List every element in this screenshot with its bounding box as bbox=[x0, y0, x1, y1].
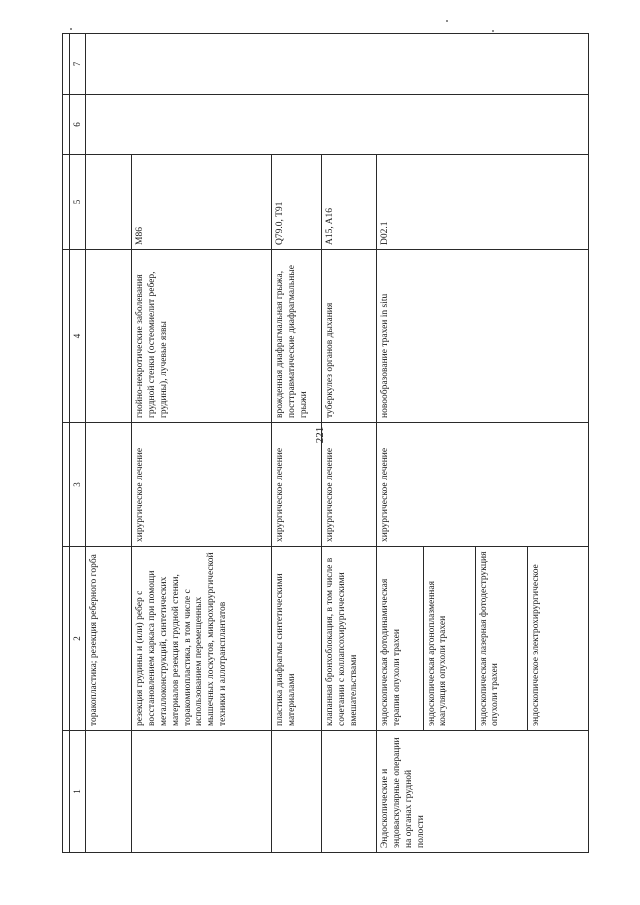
table-row bbox=[377, 34, 589, 853]
cell-condition: врожденная диафрагмальная грыжа, посттравматические диафрагмальные грыжи bbox=[272, 250, 322, 423]
procedures-table bbox=[62, 33, 589, 853]
table-row bbox=[86, 34, 132, 853]
gap-cell bbox=[63, 95, 70, 155]
header-cell-5: 5 bbox=[70, 155, 86, 250]
cell-condition: гнойно-некротические заболевания грудной стенки (остеомиелит ребер, грудины), лучевые язвы bbox=[132, 250, 272, 423]
cell-code: M86 bbox=[132, 155, 272, 250]
cell-method: торакопластика; резекция реберного горба bbox=[86, 547, 132, 731]
header-cell-6: 6 bbox=[70, 95, 86, 155]
page-number: 221 bbox=[314, 426, 326, 444]
method-item: эндоскопическая фотодинамическая терапия опухоли трахеи bbox=[377, 547, 423, 730]
cell-code: Q79.0, T91 bbox=[272, 155, 322, 250]
table-row bbox=[272, 34, 322, 853]
cell-condition: туберкулез органов дыхания bbox=[322, 250, 377, 423]
cell-code: D02.1 bbox=[377, 155, 589, 250]
methods-subtable bbox=[377, 547, 588, 730]
header-cell-4: 4 bbox=[70, 250, 86, 423]
cell-empty bbox=[86, 95, 589, 155]
cell-empty bbox=[86, 731, 132, 853]
gap-cell bbox=[63, 731, 70, 853]
cell-code: A15, A16 bbox=[322, 155, 377, 250]
method-item: эндоскопическая лазерная фотодеструкция опухоли трахеи bbox=[475, 547, 527, 730]
gap-cell bbox=[63, 155, 70, 250]
header-cell-1: 1 bbox=[70, 731, 86, 853]
cell-operation-group: Эндоскопические и эндоваскулярные операции на органах грудной полости bbox=[377, 731, 589, 853]
scan-speck bbox=[70, 28, 72, 30]
cell-treatment: хирургическое лечение bbox=[132, 423, 272, 547]
rotated-page-content bbox=[62, 34, 587, 853]
gap-cell bbox=[63, 423, 70, 547]
cell-empty bbox=[322, 731, 377, 853]
cell-method: клапанная бронхоблокация, в том числе в сочетании с коллапсохирургическими вмешательствами bbox=[322, 547, 377, 731]
cell-empty bbox=[86, 423, 132, 547]
cell-treatment: хирургическое лечение bbox=[322, 423, 377, 547]
cell-condition: новообразование трахеи in situ bbox=[377, 250, 589, 423]
gap-cell bbox=[63, 34, 70, 95]
header-cell-3: 3 bbox=[70, 423, 86, 547]
gap-cell bbox=[63, 547, 70, 731]
header-cell-7: 7 bbox=[70, 34, 86, 95]
cell-method: резекция грудины и (или) ребер с восстановлением каркаса при помощи металлоконструкций, синтетических материалов резекция грудной стенки, торакомиопластика, в том числе с использованием перемещенных мышечных лоскутов, микрохирургической техники и аллотрансплантатов bbox=[132, 547, 272, 731]
cell-empty bbox=[86, 155, 132, 250]
table-row bbox=[132, 34, 272, 853]
cell-empty bbox=[132, 731, 272, 853]
cell-empty bbox=[272, 731, 322, 853]
cell-empty bbox=[86, 34, 589, 95]
table-header-row bbox=[70, 34, 86, 853]
table-top-gap-row bbox=[63, 34, 70, 853]
header-cell-2: 2 bbox=[70, 547, 86, 731]
cell-treatment: хирургическое лечение bbox=[272, 423, 322, 547]
cell-method: пластика диафрагмы синтетическими материалами bbox=[272, 547, 322, 731]
method-item: эндоскопическая аргоноплазменная коагуляция опухоли трахеи bbox=[423, 547, 475, 730]
cell-method-group bbox=[377, 547, 589, 731]
scan-speck bbox=[446, 20, 448, 22]
cell-empty bbox=[86, 250, 132, 423]
scan-speck bbox=[492, 30, 494, 32]
gap-cell bbox=[63, 250, 70, 423]
cell-treatment: хирургическое лечение bbox=[377, 423, 589, 547]
table-row bbox=[322, 34, 377, 853]
method-item: эндоскопическое электрохирургическое bbox=[530, 564, 541, 726]
